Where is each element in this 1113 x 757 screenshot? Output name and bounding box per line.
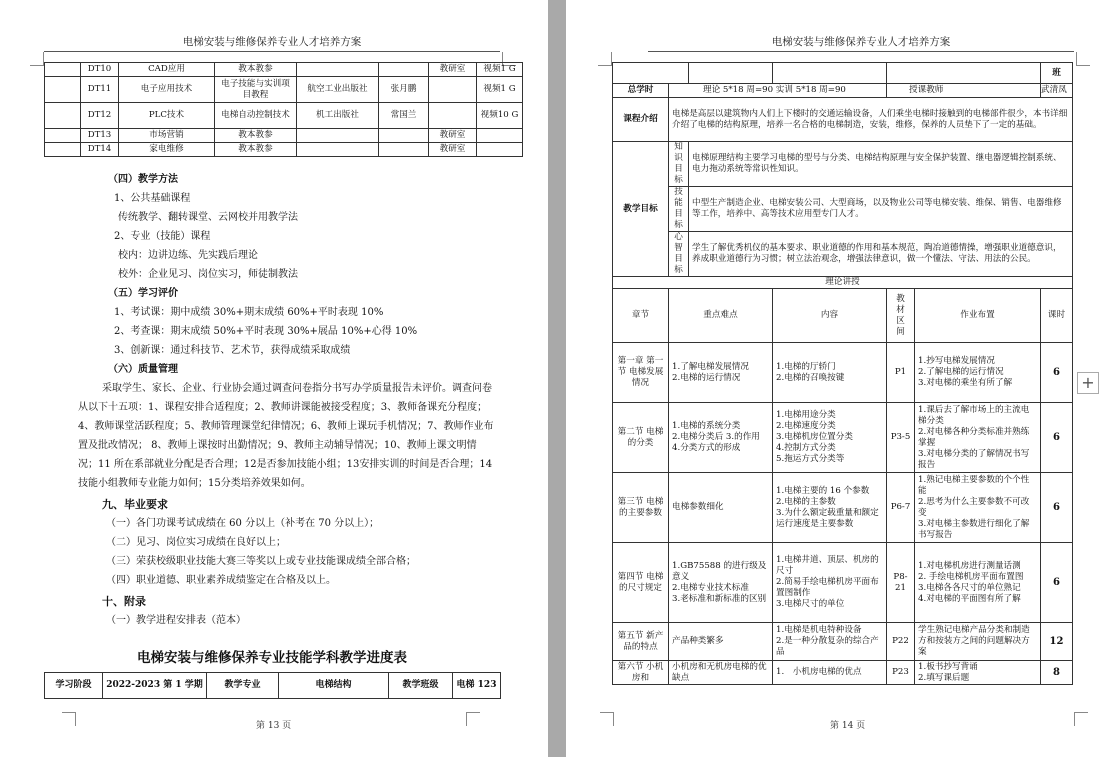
page-header: 电梯安装与维修保养专业人才培养方案 <box>44 34 500 52</box>
cell-homework: 1.对电梯机房进行测量话测 2. 手绘电梯机房平面布置图 3.电梯各各尺寸的单位熟记 4.对电梯的平面图有所了解 <box>915 543 1041 623</box>
class-value: 电梯 123 <box>453 673 501 699</box>
cell-content: 1.电梯用途分类 2.电梯速度分类 3.电梯机房位置分类 4.控制方式分类 5.拖运方式分类等 <box>773 403 887 473</box>
text-line: 3、创新课：通过科技节、艺术节，获得成绩采取成绩 <box>114 345 351 356</box>
cell-author <box>379 63 429 77</box>
quality-paragraph: 采取学生、家长、企业、行业协会通过调查问卷指分书写办学质量报告未评价。调查问卷从以下十五项：1、课程安排合适程度；2、教师讲课能被接受程度；3、教师备课充分程度；4、教师课堂活跃程度；5、教师管理课堂纪律情况；6、教师上课玩手机情况；7、教师作业布置及批改情况； 8、教师上课按时出勤情况；9、教师主动辅导情况；10、教师上课文明情况；11 所在系部就业分配是否合理；12是否参加技能小组；13安排实训的时间是否合理；14技能小组教师专业能力如何；15分类培养效果如何。 <box>78 383 494 489</box>
cell-dept <box>429 77 477 103</box>
table-row <box>613 661 1073 685</box>
text-line: （三）荣获校级职业技能大赛三等奖以上或专业技能课成绩全部合格； <box>106 556 416 567</box>
cell-name: 市场营销 <box>119 129 215 143</box>
cell-code: DT12 <box>81 103 119 129</box>
cell-author <box>379 143 429 157</box>
intro-label: 课程介绍 <box>613 98 669 142</box>
blank-cell <box>45 143 81 157</box>
cell-pages: P1 <box>887 343 915 403</box>
cell-code: DT14 <box>81 143 119 157</box>
teacher-label: 授课教师 <box>887 84 1041 98</box>
cell-homework: 学生熟记电梯产品分类和制造方和按装方之间的问题解决方案 <box>915 623 1041 661</box>
cell-focus: 产品种类繁多 <box>669 623 773 661</box>
col-header: 教材区间 <box>887 289 915 343</box>
cell-code: DT11 <box>81 77 119 103</box>
section-heading: 十、附录 <box>102 595 146 608</box>
page-13-body <box>80 170 498 630</box>
table-row <box>613 403 1073 473</box>
cell-author: 常国兰 <box>379 103 429 129</box>
schedule-header-table <box>44 672 501 699</box>
term-value: 2022-2023 第 1 学期 <box>103 673 207 699</box>
table-row <box>613 623 1073 661</box>
crop-mark <box>1074 712 1088 726</box>
class-cell: 班 <box>1041 63 1073 84</box>
cell-dept: 教研室 <box>429 63 477 77</box>
goal-text: 中型生产制造企业、电梯安装公司、大型商场，以及物业公司等电梯安装、维保、销售、电器维修等工作，培养中、高等技术应用型专门人才。 <box>689 187 1073 232</box>
text-line: 校外：企业见习、岗位实习，师徒制教法 <box>118 269 298 280</box>
text-line: 校内：边讲边练、先实践后理论 <box>118 250 258 261</box>
hours-label: 总学时 <box>613 84 669 98</box>
cell-pages: P23 <box>887 661 915 685</box>
cell-chapter: 第五节 新产品的特点 <box>613 623 669 661</box>
cell-press <box>297 63 379 77</box>
col-header: 章节 <box>613 289 669 343</box>
cell-author <box>379 129 429 143</box>
cell-book: 电梯自动控制技术 <box>215 103 297 129</box>
cell-hours: 8 <box>1041 661 1073 685</box>
cell-media <box>477 143 523 157</box>
cell-chapter: 第三节 电梯的主要参数 <box>613 473 669 543</box>
crop-mark <box>62 712 76 726</box>
text-line: （四）职业道德、职业素养成绩鉴定在合格及以上。 <box>106 575 336 586</box>
page-number: 第 14 页 <box>830 721 866 731</box>
add-icon[interactable]: + <box>1077 372 1099 394</box>
col-header: 课时 <box>1041 289 1073 343</box>
crop-mark <box>466 712 480 726</box>
cell-homework: 1.板书抄写背诵 2.填写课后题 <box>915 661 1041 685</box>
cell-homework: 1.熟记电梯主要参数的个个性能 2.思考为什么主要参数不可改变 3.对电梯主参数进行细化了解书写报告 <box>915 473 1041 543</box>
cell-chapter: 第六节 小机房和 <box>613 661 669 685</box>
page-number: 第 13 页 <box>256 721 292 731</box>
goal-label: 教学目标 <box>613 142 669 277</box>
cell-focus: 1.电梯的系统分类 2.电梯分类后 3.的作用 4.分类方式的形成 <box>669 403 773 473</box>
stage-label: 学习阶段 <box>45 673 103 699</box>
cell-book: 教本教参 <box>215 143 297 157</box>
text-line: （一）教学进程安排表（范本） <box>106 615 246 626</box>
major-label: 教学专业 <box>207 673 279 699</box>
goal-text: 学生了解优秀机仪的基本要求、职业道德的作用和基本规范，陶冶道德情操，增强职业道德意识，养成职业道德行为习惯；树立法治观念，增强法律意识，做一个懂法、守法、用法的公民。 <box>689 232 1073 277</box>
cell-code: DT10 <box>81 63 119 77</box>
col-header: 内容 <box>773 289 887 343</box>
resource-row <box>45 143 523 157</box>
cell-homework: 1.课后去了解市场上的主流电梯分类 2.对电梯各种分类标准并熟练掌握 3.对电梯分类的了解情况书写报告 <box>915 403 1041 473</box>
cell-content: 1.电梯的厅轿门 2.电梯的召唤按键 <box>773 343 887 403</box>
section-label: 理论讲授 <box>613 277 1073 289</box>
cell-hours: 6 <box>1041 403 1073 473</box>
col-header: 重点难点 <box>669 289 773 343</box>
cell-book: 教本教参 <box>215 129 297 143</box>
cell-pages: P6-7 <box>887 473 915 543</box>
blank-cell <box>45 129 81 143</box>
schedule-title: 电梯安装与维修保养专业技能学科教学进度表 <box>137 650 407 666</box>
page-header: 电梯安装与维修保养专业人才培养方案 <box>648 34 1074 52</box>
cell-chapter: 第一章 第一节 电梯发展情况 <box>613 343 669 403</box>
course-value: 电梯结构 <box>279 673 389 699</box>
cell-name: PLC技术 <box>119 103 215 129</box>
section-heading: （五）学习评价 <box>108 288 178 299</box>
cell-pages: P8-21 <box>887 543 915 623</box>
table-row <box>613 543 1073 623</box>
cell-book: 电子技能与实训项目教程 <box>215 77 297 103</box>
text-line: 1、公共基础课程 <box>114 193 191 204</box>
cell-homework: 1.抄写电梯发展情况 2.了解电梯的运行情况 3.对电梯的乘坐有所了解 <box>915 343 1041 403</box>
text-line: （一）各门功课考试成绩在 60 分以上（补考在 70 分以上）； <box>106 518 380 529</box>
text-line: 传统教学、翻转课堂、云网校并用教学法 <box>118 212 298 223</box>
cell-content: 1.电梯是机电特种设备 2.是一种分散复杂的综合产品 <box>773 623 887 661</box>
cell-focus: 小机房和无机房电梯的优缺点 <box>669 661 773 685</box>
cell-focus: 电梯参数细化 <box>669 473 773 543</box>
cell-media: 视频1 G <box>477 63 523 77</box>
cell-press: 机工出版社 <box>297 103 379 129</box>
table-row <box>613 343 1073 403</box>
cell-hours: 12 <box>1041 623 1073 661</box>
hours-value: 理论 5*18 周=90 实训 5*18 周=90 <box>669 84 887 98</box>
resource-row <box>45 129 523 143</box>
cell-press: 航空工业出版社 <box>297 77 379 103</box>
section-heading: （六）质量管理 <box>108 364 178 375</box>
resource-row <box>45 63 523 77</box>
cell-hours: 6 <box>1041 343 1073 403</box>
text-line: 2、考查课：期末成绩 50%+平时表现 30%+展品 10%+心得 10% <box>114 326 418 337</box>
cell-name: 电子应用技术 <box>119 77 215 103</box>
col-header: 作业布置 <box>915 289 1041 343</box>
goal-type: 技能目标 <box>669 187 689 232</box>
cell-dept: 教研室 <box>429 143 477 157</box>
cell-content: 1.电梯主要的 16 个参数 2.电梯的主参数 3.为什么额定载重量和额定运行速度是主要参数 <box>773 473 887 543</box>
cell-focus: 1.GB75588 的进行级及意义 2.电梯专业技术标准 3.老标准和新标准的区别 <box>669 543 773 623</box>
cell-press <box>297 129 379 143</box>
text-line: 2、专业（技能）课程 <box>114 231 211 242</box>
resource-row <box>45 103 523 129</box>
cell-content: 1. 小机房电梯的优点 <box>773 661 887 685</box>
section-heading: （四）教学方法 <box>108 174 178 185</box>
resource-table <box>44 62 523 157</box>
cell-code: DT13 <box>81 129 119 143</box>
blank-cell <box>45 63 81 77</box>
cell-hours: 6 <box>1041 543 1073 623</box>
cell-hours: 6 <box>1041 473 1073 543</box>
crop-mark <box>30 52 44 66</box>
cell-media: 视频1 G <box>477 77 523 103</box>
cell-chapter: 第二节 电梯的分类 <box>613 403 669 473</box>
cell-author: 张月鹏 <box>379 77 429 103</box>
blank-cell <box>45 77 81 103</box>
cell-press <box>297 143 379 157</box>
cell-content: 1.电梯井道、顶层、机房的尺寸 2.简易手绘电梯机房平面布置图制作 3.电梯尺寸的单位 <box>773 543 887 623</box>
cell-media: 视频10 G <box>477 103 523 129</box>
cell-dept: 教研室 <box>429 129 477 143</box>
cell-name: CAD应用 <box>119 63 215 77</box>
table-row <box>613 473 1073 543</box>
section-heading: 九、毕业要求 <box>102 498 168 511</box>
crop-mark <box>1076 52 1090 66</box>
cell-pages: P22 <box>887 623 915 661</box>
teacher-name: 武清凤 <box>1041 84 1073 98</box>
document-page-13 <box>0 0 548 757</box>
blank-cell <box>45 103 81 129</box>
cell-chapter: 第四节 电梯的尺寸规定 <box>613 543 669 623</box>
text-line: 1、考试课：期中成绩 30%+期末成绩 60%+平时表现 10% <box>114 307 384 318</box>
page-gap <box>548 0 566 757</box>
resource-row <box>45 77 523 103</box>
cell-dept <box>429 103 477 129</box>
teaching-progress-table <box>612 62 1073 685</box>
cell-book: 教本教参 <box>215 63 297 77</box>
crop-mark <box>600 712 614 726</box>
intro-text: 电梯是高层以建筑物内人们上下楼时的交通运输设备，人们乘坐电梯时接触到的电梯部件很少，本书详细介绍了电梯的结构原理，培养一名合格的电梯制造，安装，维修，保养的人员垫下了一定的基础。 <box>669 98 1073 142</box>
cell-focus: 1.了解电梯发展情况 2.电梯的运行情况 <box>669 343 773 403</box>
goal-text: 电梯原理结构主要学习电梯的型号与分类、电梯结构原理与安全保护装置、继电器逻辑控制系统、电力拖动系统等常识性知识。 <box>689 142 1073 187</box>
text-line: （二）见习、岗位实习成绩在良好以上； <box>106 537 286 548</box>
goal-type: 心智目标 <box>669 232 689 277</box>
crop-mark <box>598 52 612 66</box>
cell-name: 家电维修 <box>119 143 215 157</box>
goal-type: 知识目标 <box>669 142 689 187</box>
class-label: 教学班级 <box>389 673 453 699</box>
cell-pages: P3-5 <box>887 403 915 473</box>
cell-media <box>477 129 523 143</box>
